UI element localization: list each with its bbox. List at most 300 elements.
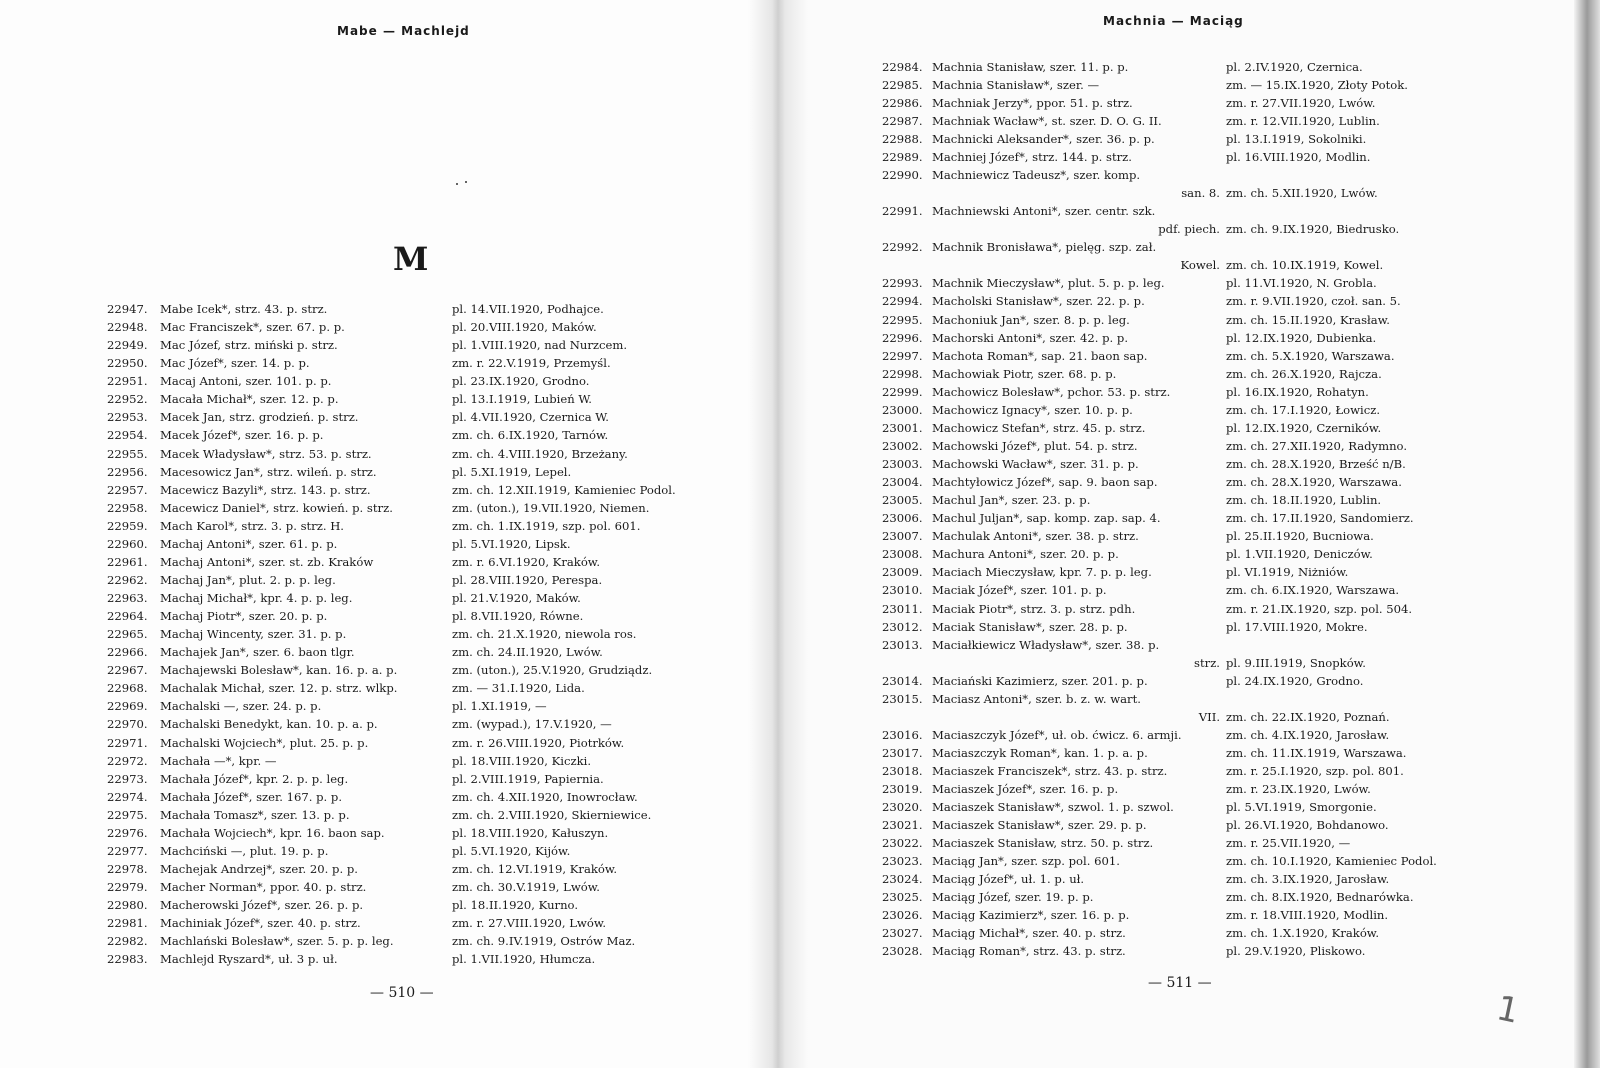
entry-name: Machoniuk Jan*, szer. 8. p. p. leg. bbox=[932, 312, 1130, 327]
entry-row bbox=[107, 806, 727, 824]
entry-number: 22958. bbox=[107, 500, 148, 515]
entry-name: Machota Roman*, sap. 21. baon sap. bbox=[932, 348, 1148, 363]
entry-fate: zm. ch. 5.XII.1920, Lwów. bbox=[1226, 186, 1378, 201]
entry-number: 23004. bbox=[882, 475, 923, 490]
entry-name: Maciaszek Franciszek*, strz. 43. p. strz. bbox=[932, 763, 1168, 778]
entry-name: Machała Józef*, szer. 167. p. p. bbox=[160, 789, 343, 804]
entry-row bbox=[107, 770, 727, 788]
entry-name: Machowski Wacław*, szer. 31. p. p. bbox=[932, 457, 1139, 471]
entry-fate: zm. ch. 12.VI.1919, Kraków. bbox=[452, 861, 618, 876]
entry-fate: zm. ch. 11.IX.1919, Warszawa. bbox=[1226, 745, 1407, 760]
entry-fate: zm. ch. 2.VIII.1920, Skierniewice. bbox=[452, 807, 652, 822]
entry-row bbox=[107, 499, 727, 517]
entry-number: 23024. bbox=[882, 872, 923, 887]
entry-name: Machaj Antoni*, szer. st. zb. Kraków bbox=[160, 554, 374, 569]
entry-name: Macesowicz Jan*, strz. wileń. p. strz. bbox=[160, 464, 377, 479]
entry-row bbox=[882, 690, 1522, 726]
entry-name: Maciąg Roman*, strz. 43. p. strz. bbox=[932, 944, 1126, 959]
entry-name: Machaj Wincenty, szer. 31. p. p. bbox=[160, 627, 347, 642]
left-page-number: — 510 — bbox=[370, 985, 434, 1001]
entry-fate: zm. (uton.), 19.VII.1920, Niemen. bbox=[452, 500, 650, 515]
entry-fate: pl. 24.IX.1920, Grodno. bbox=[1226, 673, 1364, 688]
entry-fate: zm. ch. 17.I.1920, Łowicz. bbox=[1226, 402, 1381, 417]
right-running-head: Machnia — Maciąg bbox=[1103, 14, 1244, 28]
entry-row bbox=[107, 625, 727, 643]
entry-name: Maciąg Michał*, szer. 40. p. strz. bbox=[932, 926, 1126, 941]
entry-number: 23003. bbox=[882, 457, 923, 471]
entry-number: 22977. bbox=[107, 843, 148, 858]
book-gutter bbox=[748, 0, 808, 1068]
entry-row bbox=[882, 58, 1522, 76]
entry-number: 22988. bbox=[882, 132, 923, 147]
entry-row bbox=[882, 238, 1522, 274]
entry-name: Machtyłowicz Józef*, sap. 9. baon sap. bbox=[932, 475, 1158, 490]
entry-fate: zm. ch. 17.II.1920, Sandomierz. bbox=[1226, 511, 1414, 526]
entry-number: 22950. bbox=[107, 356, 148, 371]
entry-number: 23014. bbox=[882, 673, 923, 688]
entry-number: 22969. bbox=[107, 699, 148, 714]
left-running-head: Mabe — Machlejd bbox=[337, 24, 470, 38]
entry-row bbox=[882, 365, 1522, 383]
entry-name: Macek Józef*, szer. 16. p. p. bbox=[160, 428, 324, 443]
entry-fate: zm. ch. 4.IX.1920, Jarosław. bbox=[1226, 727, 1390, 742]
entry-row bbox=[882, 166, 1522, 202]
entry-fate: zm. r. 18.VIII.1920, Modlin. bbox=[1226, 908, 1389, 923]
entry-number: 22947. bbox=[107, 302, 148, 316]
entry-name: Macała Michał*, szer. 12. p. p. bbox=[160, 392, 339, 407]
entry-name: Maciaszek Stanisław*, szer. 29. p. p. bbox=[932, 818, 1147, 832]
entry-row bbox=[107, 589, 727, 607]
entry-name: Machała Tomasz*, szer. 13. p. p. bbox=[160, 807, 350, 822]
entry-fate: zm. — 31.I.1920, Lida. bbox=[452, 681, 585, 696]
entry-number: 22981. bbox=[107, 916, 148, 931]
entry-fate: pl. 4.VII.1920, Czernica W. bbox=[452, 410, 609, 425]
entry-fate: zm. ch. 8.IX.1920, Bednarówka. bbox=[1226, 890, 1414, 905]
entry-fate: zm. ch. 3.IX.1920, Jarosław. bbox=[1226, 872, 1390, 887]
entry-row bbox=[882, 347, 1522, 365]
entry-number: 22973. bbox=[107, 771, 148, 786]
entry-name: Maciach Mieczysław, kpr. 7. p. p. leg. bbox=[932, 565, 1152, 580]
entry-fate: pl. 18.II.1920, Kurno. bbox=[452, 898, 579, 913]
entry-number: 23023. bbox=[882, 854, 923, 869]
entry-fate: zm. ch. 18.II.1920, Lublin. bbox=[1226, 493, 1382, 508]
handwritten-margin-mark: 1 bbox=[1493, 988, 1523, 1032]
entry-row bbox=[107, 553, 727, 571]
entry-name: Machiniak Józef*, szer. 40. p. strz. bbox=[160, 916, 361, 931]
entry-number: 22962. bbox=[107, 572, 148, 587]
entry-row bbox=[107, 517, 727, 535]
entry-fate: pl. 29.V.1920, Pliskowo. bbox=[1226, 944, 1366, 959]
entry-number: 23017. bbox=[882, 745, 923, 760]
entry-row bbox=[882, 491, 1522, 509]
entry-number: 23005. bbox=[882, 493, 923, 508]
entry-fate: zm. ch. 30.V.1919, Lwów. bbox=[452, 880, 600, 894]
entry-row bbox=[107, 481, 727, 499]
entry-name: Machowicz Bolesław*, pchor. 53. p. strz. bbox=[932, 384, 1171, 399]
entry-number: 22960. bbox=[107, 536, 148, 551]
entry-row bbox=[882, 419, 1522, 437]
entry-number: 22984. bbox=[882, 60, 923, 74]
entry-fate: zm. ch. 6.IX.1920, Tarnów. bbox=[452, 428, 609, 443]
entry-row bbox=[107, 408, 727, 426]
entry-fate: pl. 2.VIII.1919, Papiernia. bbox=[452, 771, 604, 786]
entry-name-continuation: pdf. piech. bbox=[1158, 222, 1220, 237]
entry-name: Macek Władysław*, strz. 53. p. strz. bbox=[160, 446, 372, 461]
entry-name: Maciaszczyk Roman*, kan. 1. p. a. p. bbox=[932, 745, 1148, 760]
entry-name: Machul Juljan*, sap. komp. zap. sap. 4. bbox=[932, 511, 1161, 526]
entry-name: Maciak Piotr*, strz. 3. p. strz. pdh. bbox=[932, 601, 1136, 616]
entry-fate: zm. ch. 9.IV.1919, Ostrów Maz. bbox=[452, 934, 636, 949]
entry-row bbox=[107, 697, 727, 715]
entry-number: 22951. bbox=[107, 374, 148, 389]
entry-fate: zm. ch. 10.I.1920, Kamieniec Podol. bbox=[1226, 854, 1437, 869]
entry-fate: zm. r. 9.VII.1920, czoł. san. 5. bbox=[1226, 294, 1401, 309]
entry-name: Mabe Icek*, strz. 43. p. strz. bbox=[160, 302, 328, 316]
entry-name: Maciak Stanisław*, szer. 28. p. p. bbox=[932, 619, 1128, 634]
entry-name: Machała Józef*, kpr. 2. p. p. leg. bbox=[160, 771, 349, 786]
entry-fate: zm. ch. 4.XII.1920, Inowrocław. bbox=[452, 789, 638, 804]
entry-fate: pl. 12.IX.1920, Czerników. bbox=[1226, 420, 1382, 435]
entry-name: Maciaszek Józef*, szer. 16. p. p. bbox=[932, 781, 1119, 796]
entry-name: Maciaszek Stanisław, strz. 50. p. strz. bbox=[932, 836, 1154, 851]
entry-fate: zm. (wypad.), 17.V.1920, — bbox=[452, 717, 612, 732]
entry-number: 22989. bbox=[882, 150, 923, 165]
entry-name: Mach Karol*, strz. 3. p. strz. H. bbox=[160, 518, 344, 533]
entry-number: 22971. bbox=[107, 735, 148, 750]
entry-number: 22956. bbox=[107, 464, 148, 479]
entry-number: 23009. bbox=[882, 565, 923, 580]
entry-number: 23011. bbox=[882, 601, 923, 616]
section-letter: M bbox=[393, 240, 429, 278]
entry-number: 22995. bbox=[882, 312, 923, 327]
entry-fate: zm. r. 6.VI.1920, Kraków. bbox=[452, 554, 601, 569]
entry-number: 22983. bbox=[107, 952, 148, 967]
entry-name: Machejak Andrzej*, szer. 20. p. p. bbox=[160, 861, 358, 876]
entry-fate: pl. VI.1919, Niżniów. bbox=[1226, 565, 1349, 580]
entry-name: Machalski Wojciech*, plut. 25. p. p. bbox=[160, 735, 369, 750]
entry-fate: zm. ch. 9.IX.1920, Biedrusko. bbox=[1226, 222, 1400, 237]
entry-name: Machura Antoni*, szer. 20. p. p. bbox=[932, 547, 1119, 562]
entry-number: 22965. bbox=[107, 627, 148, 642]
entry-fate: zm. (uton.), 25.V.1920, Grudziądz. bbox=[452, 663, 653, 678]
entry-fate: zm. ch. 1.X.1920, Kraków. bbox=[1226, 926, 1380, 941]
entry-fate: zm. r. 21.IX.1920, szp. pol. 504. bbox=[1226, 601, 1413, 616]
entry-row bbox=[107, 390, 727, 408]
entry-fate: zm. r. 23.IX.1920, Lwów. bbox=[1226, 781, 1371, 796]
entry-name: Maciak Józef*, szer. 101. p. p. bbox=[932, 583, 1107, 598]
entry-row bbox=[107, 932, 727, 950]
entry-row bbox=[882, 473, 1522, 491]
entry-row bbox=[882, 581, 1522, 599]
entry-number: 22949. bbox=[107, 338, 148, 353]
entry-number: 22994. bbox=[882, 294, 923, 309]
entry-fate: pl. 17.VIII.1920, Mokre. bbox=[1226, 619, 1368, 634]
entry-number: 22998. bbox=[882, 366, 923, 381]
entry-name: Maciałkiewicz Władysław*, szer. 38. p. bbox=[932, 637, 1160, 652]
entry-number: 22999. bbox=[882, 384, 923, 399]
entry-name: Macek Jan, strz. grodzień. p. strz. bbox=[160, 410, 359, 425]
entry-row bbox=[882, 76, 1522, 94]
entry-row bbox=[882, 130, 1522, 148]
entry-number: 23007. bbox=[882, 529, 923, 544]
entry-number: 23008. bbox=[882, 547, 923, 562]
entry-number: 22967. bbox=[107, 663, 148, 678]
entry-number: 23019. bbox=[882, 781, 923, 796]
entry-row bbox=[882, 672, 1522, 690]
entry-name: Machlański Bolesław*, szer. 5. p. p. leg. bbox=[160, 934, 394, 949]
entry-row bbox=[882, 834, 1522, 852]
entry-fate: pl. 13.I.1919, Sokolniki. bbox=[1226, 132, 1367, 147]
entry-row bbox=[107, 896, 727, 914]
entry-number: 22985. bbox=[882, 78, 923, 93]
entry-fate: pl. 20.VIII.1920, Maków. bbox=[452, 320, 597, 335]
entry-name: Machaj Michał*, kpr. 4. p. p. leg. bbox=[160, 591, 353, 605]
entry-number: 22948. bbox=[107, 320, 148, 335]
entry-fate: zm. ch. 22.IX.1920, Poznań. bbox=[1226, 709, 1390, 724]
entry-name: Machalski —, szer. 24. p. p. bbox=[160, 699, 322, 714]
entry-fate: zm. r. 27.VIII.1920, Lwów. bbox=[452, 916, 607, 931]
entry-row bbox=[107, 445, 727, 463]
entry-row bbox=[882, 527, 1522, 545]
entry-number: 22957. bbox=[107, 482, 148, 497]
entry-fate: pl. 2.IV.1920, Czernica. bbox=[1226, 60, 1363, 74]
entry-fate: pl. 5.VI.1919, Smorgonie. bbox=[1226, 799, 1377, 814]
entry-number: 22991. bbox=[882, 204, 923, 219]
entry-number: 22974. bbox=[107, 789, 148, 804]
entry-fate: pl. 8.VII.1920, Równe. bbox=[452, 609, 584, 624]
entry-fate: zm. ch. 28.X.1920, Brześć n/B. bbox=[1226, 457, 1406, 471]
page-edge-shadow bbox=[1574, 0, 1600, 1068]
entry-row bbox=[882, 112, 1522, 130]
right-page-number: — 511 — bbox=[1148, 975, 1212, 991]
entry-row bbox=[107, 607, 727, 625]
entry-fate: zm. r. 22.V.1919, Przemyśl. bbox=[452, 356, 611, 371]
entry-name: Machowicz Ignacy*, szer. 10. p. p. bbox=[932, 402, 1133, 417]
entry-name: Macewicz Daniel*, strz. kowień. p. strz. bbox=[160, 500, 393, 515]
entry-number: 22982. bbox=[107, 934, 148, 949]
entry-fate: zm. ch. 15.II.1920, Krasław. bbox=[1226, 312, 1390, 327]
entry-row bbox=[882, 292, 1522, 310]
entry-row bbox=[107, 372, 727, 390]
entry-number: 23022. bbox=[882, 836, 923, 851]
entry-fate: pl. 13.I.1919, Lubień W. bbox=[452, 392, 592, 407]
entry-fate: zm. r. 25.I.1920, szp. pol. 801. bbox=[1226, 763, 1404, 778]
entry-name: Macholski Stanisław*, szer. 22. p. p. bbox=[932, 294, 1145, 309]
entry-fate: pl. 5.XI.1919, Lepel. bbox=[452, 464, 572, 479]
entry-name: Maciaszek Stanisław*, szwol. 1. p. szwol. bbox=[932, 799, 1174, 814]
entry-fate: zm. ch. 4.VIII.1920, Brzeżany. bbox=[452, 446, 628, 461]
entry-row bbox=[107, 860, 727, 878]
entry-fate: pl. 1.XI.1919, — bbox=[452, 699, 547, 714]
entry-row bbox=[882, 437, 1522, 455]
entry-number: 23027. bbox=[882, 926, 923, 941]
entry-row bbox=[882, 545, 1522, 563]
entry-name: Machorski Antoni*, szer. 42. p. p. bbox=[932, 330, 1129, 345]
entry-fate: zm. ch. 28.X.1920, Warszawa. bbox=[1226, 475, 1402, 490]
entry-row bbox=[882, 852, 1522, 870]
entry-row bbox=[107, 463, 727, 481]
entry-row bbox=[882, 744, 1522, 762]
entry-row bbox=[107, 752, 727, 770]
entry-name: Maciąg Józef*, uł. 1. p. uł. bbox=[932, 872, 1085, 887]
entry-name: Machnik Bronisława*, pielęg. szp. zał. bbox=[932, 240, 1157, 255]
entry-fate: pl. 14.VII.1920, Podhajce. bbox=[452, 302, 604, 316]
entry-name: Mac Józef*, szer. 14. p. p. bbox=[160, 356, 310, 371]
entry-number: 22976. bbox=[107, 825, 148, 840]
entry-fate: pl. 25.II.1920, Bucniowa. bbox=[1226, 529, 1374, 544]
entry-row bbox=[107, 734, 727, 752]
entry-name: Mac Józef, strz. miński p. strz. bbox=[160, 338, 338, 353]
entry-name: Macherowski Józef*, szer. 26. p. p. bbox=[160, 898, 364, 913]
entry-name: Machul Jan*, szer. 23. p. p. bbox=[932, 493, 1091, 508]
entry-name: Machalski Benedykt, kan. 10. p. a. p. bbox=[160, 717, 378, 732]
entry-name: Machulak Antoni*, szer. 38. p. strz. bbox=[932, 529, 1139, 544]
entry-number: 22961. bbox=[107, 554, 148, 569]
entry-name: Macaj Antoni, szer. 101. p. p. bbox=[160, 374, 332, 389]
entry-fate: pl. 28.VIII.1920, Perespa. bbox=[452, 572, 603, 587]
entry-row bbox=[882, 798, 1522, 816]
entry-number: 22975. bbox=[107, 807, 148, 822]
entry-fate: pl. 16.VIII.1920, Modlin. bbox=[1226, 150, 1371, 165]
entry-number: 22966. bbox=[107, 645, 148, 660]
entry-row bbox=[882, 509, 1522, 527]
entry-row bbox=[107, 643, 727, 661]
entry-row bbox=[882, 888, 1522, 906]
speck bbox=[456, 183, 458, 185]
entry-row bbox=[882, 924, 1522, 942]
entry-name: Machnik Mieczysław*, plut. 5. p. p. leg. bbox=[932, 276, 1165, 291]
entry-number: 23015. bbox=[882, 691, 923, 706]
entry-name: Machowski Józef*, plut. 54. p. strz. bbox=[932, 438, 1138, 453]
entry-name: Machała Wojciech*, kpr. 16. baon sap. bbox=[160, 825, 385, 840]
entry-number: 22980. bbox=[107, 898, 148, 913]
entry-number: 22959. bbox=[107, 518, 148, 533]
entry-fate: pl. 21.V.1920, Maków. bbox=[452, 591, 581, 605]
entry-fate: zm. r. 12.VII.1920, Lublin. bbox=[1226, 114, 1380, 129]
entry-number: 22964. bbox=[107, 609, 148, 624]
entry-name: Machaj Antoni*, szer. 61. p. p. bbox=[160, 536, 338, 551]
entry-fate: pl. 12.IX.1920, Dubienka. bbox=[1226, 330, 1377, 345]
entry-row bbox=[107, 571, 727, 589]
entry-number: 22979. bbox=[107, 880, 148, 894]
entry-number: 23006. bbox=[882, 511, 923, 526]
entry-row bbox=[107, 679, 727, 697]
entry-row bbox=[882, 311, 1522, 329]
entry-fate: zm. r. 26.VIII.1920, Piotrków. bbox=[452, 735, 625, 750]
entry-fate: pl. 1.VIII.1920, nad Nurzcem. bbox=[452, 338, 628, 353]
entry-row bbox=[882, 329, 1522, 347]
right-entry-list bbox=[882, 58, 1522, 961]
entry-name: Machciński —, plut. 19. p. p. bbox=[160, 843, 329, 858]
entry-name: Machnicki Aleksander*, szer. 36. p. p. bbox=[932, 132, 1155, 147]
entry-number: 23028. bbox=[882, 944, 923, 959]
entry-fate: zm. ch. 1.IX.1919, szp. pol. 601. bbox=[452, 518, 641, 533]
entry-name: Machniak Jerzy*, ppor. 51. p. strz. bbox=[932, 96, 1133, 111]
entry-number: 22986. bbox=[882, 96, 923, 111]
entry-number: 23018. bbox=[882, 763, 923, 778]
entry-name: Machowiak Piotr, szer. 68. p. p. bbox=[932, 366, 1117, 381]
entry-fate: zm. r. 27.VII.1920, Lwów. bbox=[1226, 96, 1376, 111]
entry-fate: zm. ch. 26.X.1920, Rajcza. bbox=[1226, 366, 1382, 381]
entry-fate: pl. 5.VI.1920, Kijów. bbox=[452, 843, 571, 858]
entry-row bbox=[882, 148, 1522, 166]
entry-row bbox=[882, 455, 1522, 473]
entry-name-continuation: VII. bbox=[1198, 709, 1220, 724]
entry-number: 22972. bbox=[107, 753, 148, 768]
entry-name: Machniej Józef*, strz. 144. p. strz. bbox=[932, 150, 1132, 165]
left-entry-list bbox=[107, 300, 727, 968]
entry-name-continuation: strz. bbox=[1194, 655, 1220, 670]
entry-name: Macewicz Bazyli*, strz. 143. p. strz. bbox=[160, 482, 371, 497]
entry-row bbox=[882, 726, 1522, 744]
entry-number: 22993. bbox=[882, 276, 923, 291]
entry-row bbox=[107, 318, 727, 336]
entry-row bbox=[107, 788, 727, 806]
entry-fate: pl. 9.III.1919, Snopków. bbox=[1226, 655, 1366, 670]
entry-number: 23012. bbox=[882, 619, 923, 634]
entry-name: Maciasz Antoni*, szer. b. z. w. wart. bbox=[932, 691, 1141, 706]
entry-fate: pl. 26.VI.1920, Bohdanowo. bbox=[1226, 818, 1389, 832]
entry-row bbox=[882, 94, 1522, 112]
entry-fate: zm. — 15.IX.1920, Złoty Potok. bbox=[1226, 78, 1408, 93]
entry-name: Mac Franciszek*, szer. 67. p. p. bbox=[160, 320, 345, 335]
entry-fate: zm. ch. 6.IX.1920, Warszawa. bbox=[1226, 583, 1400, 598]
entry-row bbox=[882, 816, 1522, 834]
entry-number: 23025. bbox=[882, 890, 923, 905]
entry-row bbox=[107, 300, 727, 318]
entry-number: 22996. bbox=[882, 330, 923, 345]
entry-fate: zm. ch. 27.XII.1920, Radymno. bbox=[1226, 438, 1408, 453]
entry-row bbox=[107, 336, 727, 354]
entry-row bbox=[107, 715, 727, 733]
entry-number: 23002. bbox=[882, 438, 923, 453]
entry-name-continuation: san. 8. bbox=[1181, 186, 1220, 201]
entry-row bbox=[107, 824, 727, 842]
entry-number: 22987. bbox=[882, 114, 923, 129]
entry-number: 23020. bbox=[882, 799, 923, 814]
entry-number: 22954. bbox=[107, 428, 148, 443]
entry-number: 22952. bbox=[107, 392, 148, 407]
entry-fate: pl. 1.VII.1920, Hłumcza. bbox=[452, 952, 596, 967]
entry-row bbox=[882, 762, 1522, 780]
entry-row bbox=[107, 535, 727, 553]
entry-name: Machajek Jan*, szer. 6. baon tlgr. bbox=[160, 645, 355, 660]
entry-row bbox=[882, 383, 1522, 401]
entry-number: 23016. bbox=[882, 727, 923, 742]
entry-row bbox=[882, 636, 1522, 672]
entry-name: Machalak Michał, szer. 12. p. strz. wlkp. bbox=[160, 681, 398, 696]
entry-name: Maciąg Józef, szer. 19. p. p. bbox=[932, 890, 1094, 905]
entry-row bbox=[107, 950, 727, 968]
entry-name: Machniak Wacław*, st. szer. D. O. G. II. bbox=[932, 114, 1162, 129]
entry-name: Machniewski Antoni*, szer. centr. szk. bbox=[932, 204, 1156, 219]
entry-row bbox=[882, 600, 1522, 618]
entry-name: Machaj Piotr*, szer. 20. p. p. bbox=[160, 609, 328, 624]
entry-row bbox=[882, 618, 1522, 636]
entry-row bbox=[882, 401, 1522, 419]
entry-fate: pl. 23.IX.1920, Grodno. bbox=[452, 374, 590, 389]
entry-number: 22990. bbox=[882, 168, 923, 183]
entry-row bbox=[882, 780, 1522, 798]
entry-fate: pl. 18.VIII.1920, Kałuszyn. bbox=[452, 825, 609, 840]
entry-fate: zm. ch. 12.XII.1919, Kamieniec Podol. bbox=[452, 482, 676, 497]
entry-row bbox=[882, 906, 1522, 924]
entry-row bbox=[107, 661, 727, 679]
entry-number: 22963. bbox=[107, 591, 148, 605]
entry-row bbox=[107, 842, 727, 860]
entry-fate: pl. 1.VII.1920, Deniczów. bbox=[1226, 547, 1373, 562]
entry-name: Machaj Jan*, plut. 2. p. p. leg. bbox=[160, 572, 336, 587]
